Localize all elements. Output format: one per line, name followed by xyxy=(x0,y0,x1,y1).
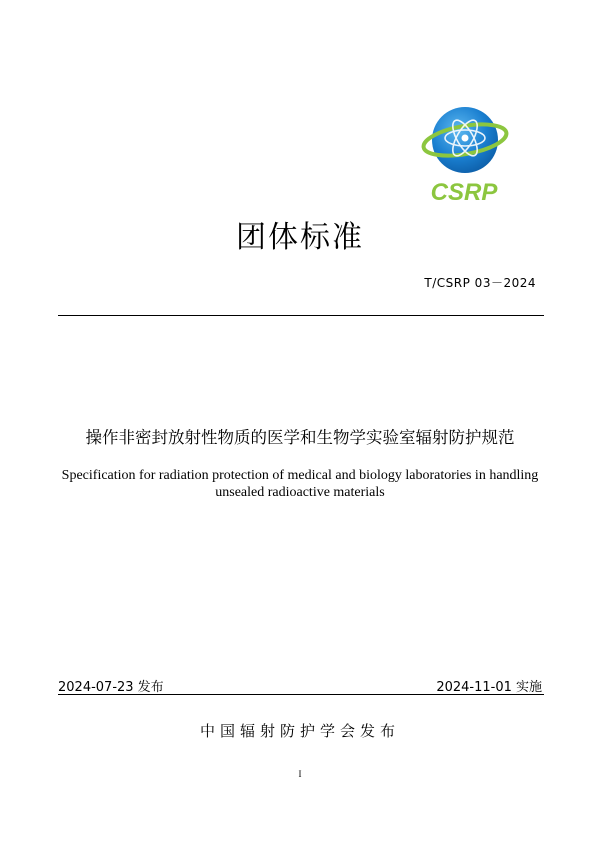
title-english-line1: Specification for radiation protection of medical and biology laboratories in handling xyxy=(61,468,539,483)
issue-date: 2024-07-23 发布 xyxy=(58,680,164,695)
page-number: I xyxy=(298,769,302,779)
implementation-date: 2024-11-01 实施 xyxy=(436,680,542,695)
title-english-line2: unsealed radioactive materials xyxy=(215,485,385,500)
title-chinese: 操作非密封放射性物质的医学和生物学实验室辐射防护规范 xyxy=(85,428,515,447)
csrp-logo xyxy=(418,100,510,208)
header-divider xyxy=(58,315,544,316)
title-english xyxy=(50,467,550,501)
footer-divider xyxy=(58,694,544,695)
standard-code: T/CSRP 03－2024 xyxy=(424,276,536,290)
logo-text: CSRP xyxy=(430,179,498,206)
document-type: 团体标准 xyxy=(236,220,364,255)
publisher: 中国辐射防护学会发布 xyxy=(199,722,400,740)
